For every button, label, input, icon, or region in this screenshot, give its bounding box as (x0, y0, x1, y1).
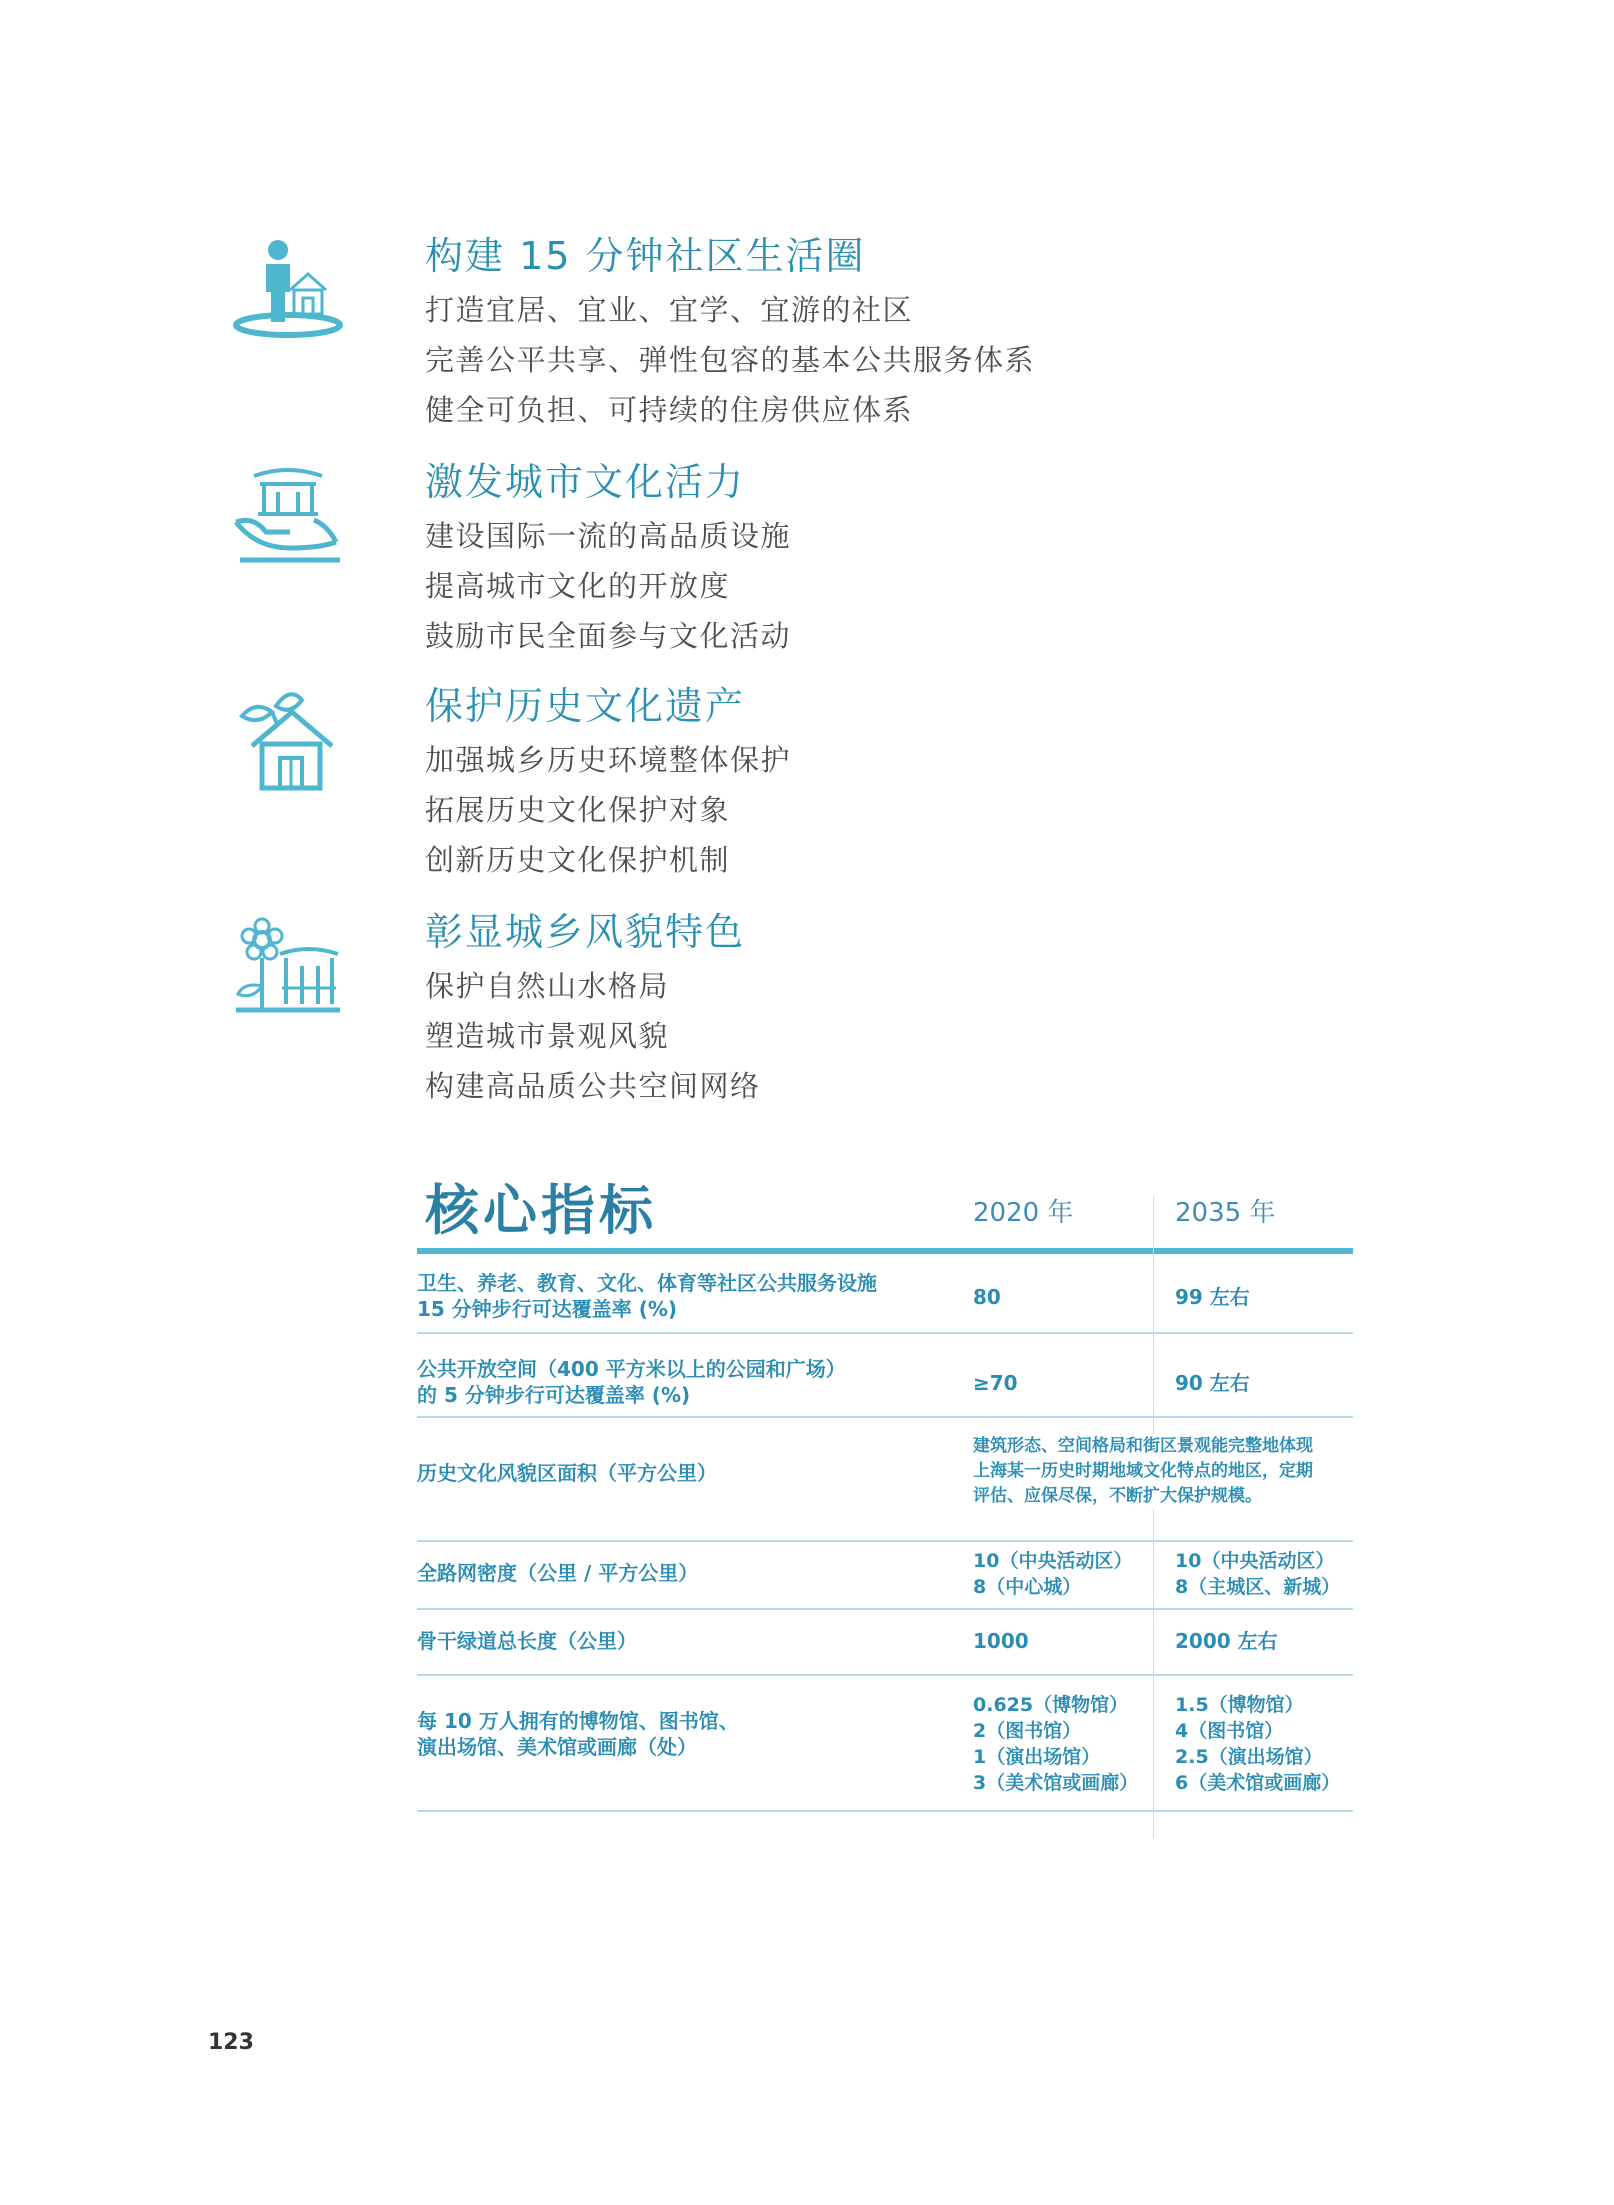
value-line: 90 左右 (1175, 1371, 1250, 1395)
value-line: 8（中心城） (973, 1576, 1082, 1598)
value-2035-cell (1175, 1628, 1278, 1654)
value-line: 4（图书馆） (1175, 1720, 1284, 1742)
flower-pavilion-icon (232, 914, 344, 1026)
value-2020-cell (973, 1548, 1132, 1600)
column-divider (1153, 1196, 1154, 1838)
value-line: 80 (973, 1285, 1001, 1309)
indicator-line: 的 5 分钟步行可达覆盖率 (%) (417, 1383, 691, 1407)
value-2020-cell (973, 1370, 1018, 1396)
value-line: 8（主城区、新城） (1175, 1576, 1341, 1598)
value-line: 2（图书馆） (973, 1720, 1082, 1742)
value-line: 1.5（博物馆） (1175, 1694, 1304, 1716)
row-separator (417, 1416, 1353, 1418)
value-line: 建筑形态、空间格局和街区景观能完整地体现 (973, 1436, 1313, 1456)
value-line: 3（美术馆或画廊） (973, 1772, 1139, 1794)
section-title: 彰显城乡风貌特色 (425, 910, 746, 954)
value-line: 上海某一历史时期地域文化特点的地区，定期 (973, 1461, 1313, 1481)
section-item: 加强城乡历史环境整体保护 (425, 743, 792, 777)
value-line: 99 左右 (1175, 1285, 1250, 1309)
kpi-title: 核心指标 (425, 1179, 657, 1242)
value-line: 2000 左右 (1175, 1629, 1278, 1653)
header-rule (417, 1248, 1353, 1254)
indicator-line: 每 10 万人拥有的博物馆、图书馆、 (417, 1709, 739, 1733)
section-item: 打造宜居、宜业、宜学、宜游的社区 (425, 293, 914, 327)
section-title: 保护历史文化遗产 (425, 684, 746, 728)
value-2020-cell (973, 1692, 1138, 1796)
value-line: ≥70 (973, 1371, 1018, 1395)
value-2020-cell (973, 1628, 1029, 1654)
section-item: 建设国际一流的高品质设施 (425, 519, 792, 553)
indicator-cell (417, 1460, 717, 1486)
section-item: 拓展历史文化保护对象 (425, 793, 731, 827)
person-house-icon (232, 232, 344, 344)
value-line: 0.625（博物馆） (973, 1694, 1129, 1716)
indicator-line: 15 分钟步行可达覆盖率 (%) (417, 1297, 678, 1321)
indicator-line: 历史文化风貌区面积（平方公里） (417, 1461, 717, 1485)
column-header-2035: 2035 年 (1175, 1198, 1276, 1228)
page-number: 123 (208, 2030, 254, 2055)
section-item: 保护自然山水格局 (425, 969, 670, 1003)
section-item: 完善公平共享、弹性包容的基本公共服务体系 (425, 343, 1036, 377)
value-2035-cell (1175, 1548, 1340, 1600)
indicator-cell (417, 1560, 698, 1586)
value-line: 10（中央活动区） (973, 1550, 1133, 1572)
indicator-line: 演出场馆、美术馆或画廊（处） (417, 1735, 697, 1759)
section-item: 鼓励市民全面参与文化活动 (425, 619, 792, 653)
indicator-line: 骨干绿道总长度（公里） (417, 1629, 637, 1653)
column-header-2020: 2020 年 (973, 1198, 1074, 1228)
merged-value-cell (973, 1434, 1313, 1509)
section-item: 塑造城市景观风貌 (425, 1019, 670, 1053)
row-separator (417, 1608, 1353, 1610)
value-2035-cell (1175, 1692, 1340, 1796)
indicator-line: 卫生、养老、教育、文化、体育等社区公共服务设施 (417, 1271, 877, 1295)
indicator-line: 全路网密度（公里 / 平方公里） (417, 1561, 699, 1585)
hand-pavilion-icon (232, 462, 344, 574)
value-2035-cell (1175, 1284, 1250, 1310)
section-item: 构建高品质公共空间网络 (425, 1069, 761, 1103)
heritage-house-icon (232, 686, 344, 798)
section-title: 激发城市文化活力 (425, 460, 746, 504)
indicator-line: 公共开放空间（400 平方米以上的公园和广场） (417, 1357, 846, 1381)
section-title: 构建 15 分钟社区生活圈 (425, 234, 866, 278)
row-separator (417, 1540, 1353, 1542)
row-separator (417, 1674, 1353, 1676)
value-line: 6（美术馆或画廊） (1175, 1772, 1341, 1794)
value-line: 1（演出场馆） (973, 1746, 1101, 1768)
section-item: 健全可负担、可持续的住房供应体系 (425, 393, 914, 427)
indicator-cell (417, 1356, 846, 1408)
section-item: 创新历史文化保护机制 (425, 843, 731, 877)
value-2035-cell (1175, 1370, 1250, 1396)
indicator-cell (417, 1270, 877, 1322)
value-line: 2.5（演出场馆） (1175, 1746, 1323, 1768)
value-line: 10（中央活动区） (1175, 1550, 1335, 1572)
value-2020-cell (973, 1284, 1001, 1310)
row-separator (417, 1810, 1353, 1812)
row-separator (417, 1332, 1353, 1334)
indicator-cell (417, 1708, 739, 1760)
value-line: 1000 (973, 1629, 1029, 1653)
indicator-cell (417, 1628, 637, 1654)
value-line: 评估、应保尽保，不断扩大保护规模。 (973, 1486, 1262, 1506)
section-item: 提高城市文化的开放度 (425, 569, 731, 603)
